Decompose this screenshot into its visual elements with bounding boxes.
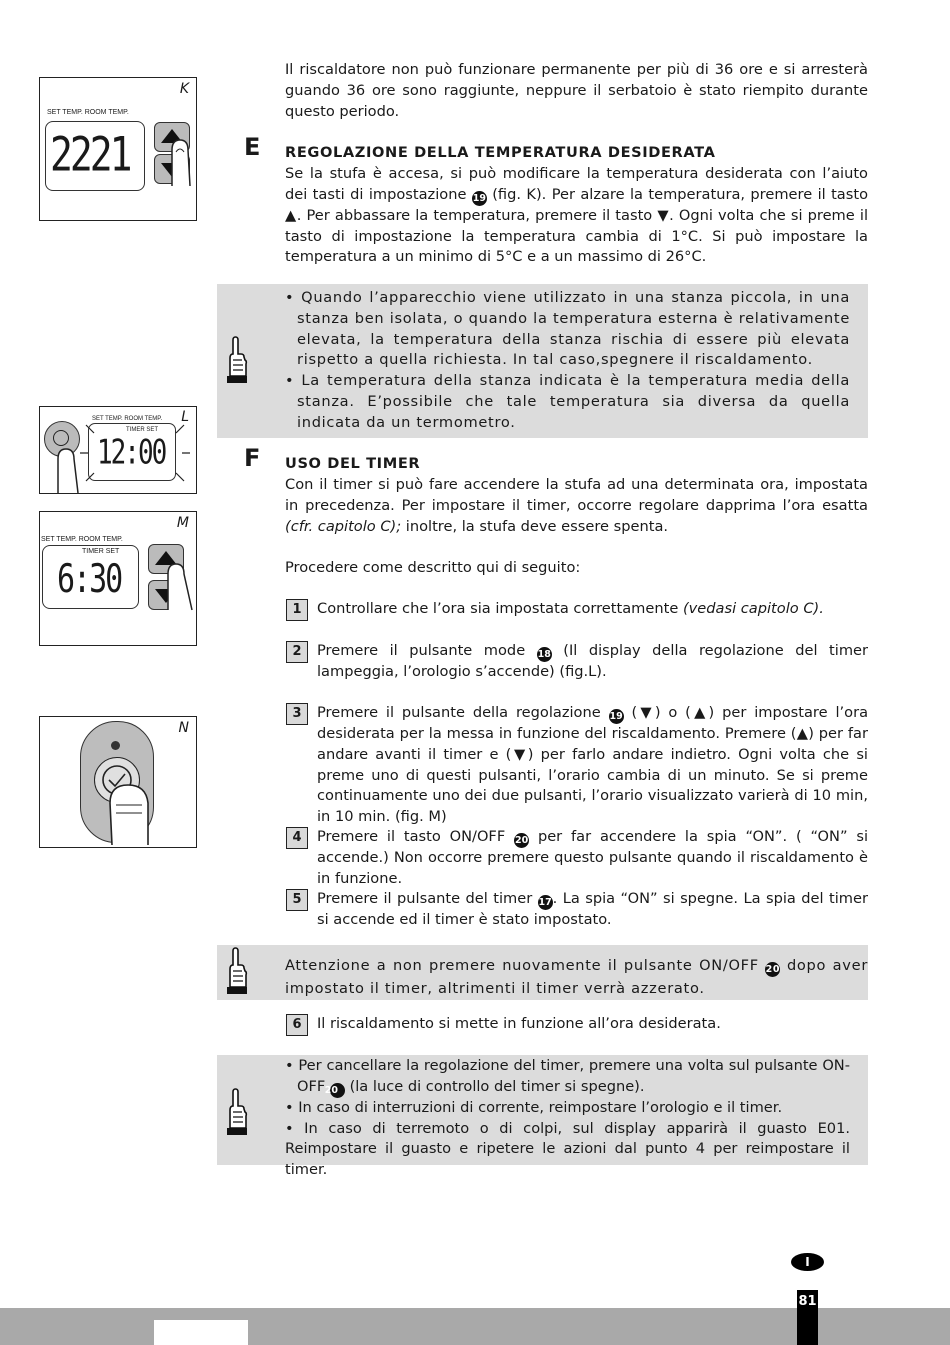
step-2-rest: (Il display della regolazione del timer lampeggia, l’orologio s’accende) (fig.L). bbox=[317, 642, 869, 680]
figure-n bbox=[39, 716, 197, 848]
step-3-text bbox=[317, 703, 868, 828]
note-1-text bbox=[285, 288, 850, 434]
ref-number-19: 19 bbox=[472, 192, 486, 204]
ref-number-18: 18 bbox=[537, 649, 551, 660]
note-2-main: Attenzione a non premere nuovamente il pulsante ON/OFF bbox=[285, 957, 759, 974]
step-3-rest: (▼) o (▲) per impostare l’ora desiderata per la messa in funzione del riscaldamento. Premere (▲) per far andare avanti il timer e (▼) per farlo andare indietro. Ogni volta che si preme uno di questi pulsanti, l’orario cambia di un minuto. Se si preme continuamente uno dei due pulsanti, l’orario visualizzato varierà di 10 min, in 10 min. (fig. M) bbox=[317, 704, 869, 826]
language-badge: I bbox=[791, 1253, 824, 1271]
lcd-digits: 6:30 bbox=[57, 556, 122, 603]
step-5-main: Premere il pulsante del timer bbox=[317, 890, 533, 907]
section-f-procedure: Procedere come descritto qui di seguito: bbox=[285, 559, 581, 576]
step-2-main: Premere il pulsante mode bbox=[317, 642, 526, 659]
finger-icon bbox=[54, 447, 82, 493]
figure-l bbox=[39, 406, 197, 494]
figure-l-subcaption: TIMER SET bbox=[126, 427, 159, 433]
finger-icon bbox=[106, 777, 156, 847]
section-e-title: REGOLAZIONE DELLA TEMPERATURA DESIDERATA bbox=[285, 144, 716, 161]
figure-n-label: N bbox=[178, 720, 189, 736]
note-1-bullet-1: • Quando l’apparecchio viene utilizzato in una stanza piccola, in una stanza ben isolata, o quando la temperatura esterna è relativamente elevata, la temperatura della stanza rischia di essere più elevata rispetto a quella richiesta. In tal caso,spegnere il riscaldamento. bbox=[285, 289, 850, 369]
section-letter-e: E bbox=[244, 133, 261, 161]
note-3-text bbox=[285, 1056, 850, 1181]
section-e-paragraph bbox=[285, 164, 868, 268]
figure-k bbox=[39, 77, 197, 221]
step-1-number: 1 bbox=[286, 599, 308, 621]
section-e-text-2: (fig. K). Per alzare la temperatura, premere il tasto ▲. Per abbassare la temperatura, premere il tasto ▼. Ogni volta che si preme il tasto di impostazione la temperatura cambia di 1°C. Si può impostare la temperatura a un minimo di 5°C e a un massimo di 26°C. bbox=[285, 185, 868, 266]
step-1-text bbox=[317, 599, 868, 620]
pointing-hand-icon bbox=[224, 1088, 250, 1142]
figure-k-label: K bbox=[179, 81, 189, 97]
note-3-bullet-1-main: • Per cancellare la regolazione del timer, premere una volta sul pulsante ON-OFF bbox=[285, 1057, 850, 1095]
mode-inner-circle bbox=[53, 430, 69, 446]
finger-icon bbox=[168, 138, 196, 188]
figure-m-subcaption: TIMER SET bbox=[82, 548, 120, 555]
lcd-digits: 2221 bbox=[50, 126, 130, 182]
section-e-text-1: Se la stufa è accesa, si può modificare la temperatura desiderata con l’aiuto dei tasti di impostazione bbox=[285, 165, 868, 203]
pointing-hand-icon bbox=[224, 947, 250, 1001]
step-5-text bbox=[317, 889, 868, 931]
ref-number-20: 20 bbox=[330, 1083, 345, 1098]
section-f-text-1: Con il timer si può fare accendere la stufa ad una determinata ora, impostata in precedenza. Per impostare il timer, occorre regolare dapprima l’ora esatta bbox=[285, 476, 868, 514]
step-6-number: 6 bbox=[286, 1014, 308, 1036]
figure-m bbox=[39, 511, 197, 646]
note-3-bullet-1 bbox=[285, 1056, 850, 1098]
step-2-text bbox=[317, 641, 868, 683]
step-4-main: Premere il tasto ON/OFF bbox=[317, 828, 506, 845]
lcd-display bbox=[42, 545, 139, 609]
ref-number-20: 20 bbox=[514, 835, 529, 846]
section-f-paragraph bbox=[285, 475, 868, 537]
timer-indicator-dot bbox=[111, 741, 120, 750]
figure-m-label: M bbox=[176, 515, 189, 531]
step-3-main: Premere il pulsante della regolazione bbox=[317, 704, 601, 721]
note-3-bullet-3: • In caso di terremoto o di colpi, sul display apparirà il guasto E01. Reimpostare il guasto e ripetere le azioni dal punto 4 per reimpostare il timer. bbox=[285, 1119, 850, 1179]
figure-k-caption: SET TEMP. ROOM TEMP. bbox=[47, 109, 129, 116]
step-4-text bbox=[317, 827, 868, 890]
step-4-rest: per far accendere la spia “ON”. ( “ON” si accende.) Non occorre premere questo pulsante quando il riscaldamento è in funzione. bbox=[317, 828, 869, 887]
intro-paragraph: Il riscaldatore non può funzionare permanente per più di 36 ore e si arresterà guando 36 ore sono raggiunte, neppure il serbatoio è stato riempito durante questo periodo. bbox=[285, 61, 868, 120]
note-3-bullet-1-rest: (la luce di controllo del timer si spegne). bbox=[349, 1077, 645, 1095]
page-number: 81 bbox=[797, 1290, 818, 1345]
section-f-title: USO DEL TIMER bbox=[285, 455, 421, 472]
section-f-text-italic: (cfr. capitolo C); bbox=[285, 517, 402, 535]
step-1-italic: (vedasi capitolo C). bbox=[682, 600, 824, 617]
blink-rays-icon bbox=[80, 417, 190, 489]
figure-l-caption: SET TEMP. ROOM TEMP. bbox=[92, 416, 163, 422]
figure-l-label: L bbox=[181, 409, 189, 425]
ref-number-20: 20 bbox=[765, 964, 781, 975]
section-letter-f: F bbox=[244, 444, 261, 472]
lcd-digits: 12:00 bbox=[97, 433, 166, 473]
note-1-bullet-2: • La temperatura della stanza indicata è la temperatura media della stanza. E’possibile che tale temperatura sia diversa da quella indicata da un termometro. bbox=[285, 372, 850, 431]
pointing-hand-icon bbox=[224, 336, 250, 390]
step-5-number: 5 bbox=[286, 889, 308, 911]
ref-number-19: 19 bbox=[609, 711, 623, 722]
ref-number-17: 17 bbox=[538, 897, 552, 908]
figure-m-caption: SET TEMP. ROOM TEMP. bbox=[41, 536, 123, 543]
step-5-rest: . La spia “ON” si spegne. La spia del timer si accende ed il timer è stato impostato. bbox=[317, 890, 868, 928]
step-2-number: 2 bbox=[286, 641, 308, 663]
footer-white-block bbox=[154, 1320, 248, 1345]
step-4-number: 4 bbox=[286, 827, 308, 849]
section-f-text-end: inoltre, la stufa deve essere spenta. bbox=[405, 517, 669, 535]
step-1-main: Controllare che l’ora sia impostata correttamente bbox=[317, 600, 679, 617]
step-6-text: Il riscaldamento si mette in funzione all’ora desiderata. bbox=[317, 1015, 721, 1032]
lcd-display bbox=[45, 121, 145, 191]
note-2-rest: dopo aver impostato il timer, altrimenti il timer verrà azzerato. bbox=[285, 957, 869, 997]
step-3-number: 3 bbox=[286, 703, 308, 725]
note-2-text bbox=[285, 954, 868, 1000]
note-3-bullet-2: • In caso di interruzioni di corrente, reimpostare l’orologio e il timer. bbox=[285, 1098, 783, 1116]
finger-icon bbox=[164, 562, 196, 612]
